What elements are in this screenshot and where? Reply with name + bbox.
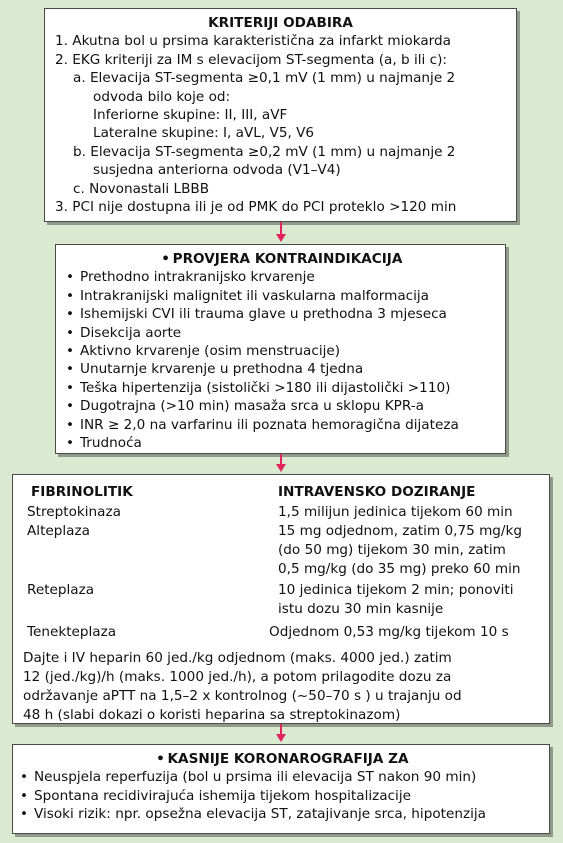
fibrinolytic-column-header: FIBRINOLITIK <box>31 484 133 500</box>
fibrinolytic-dosing-box <box>12 474 550 724</box>
heparin-note-line2: 12 (jed./kg)/h (maks. 1000 jed./h), a potom prilagodite dozu za <box>23 669 452 685</box>
heparin-note-line1: Dajte i IV heparin 60 jed./kg odjednom (maks. 4000 jed.) zatim <box>23 650 452 666</box>
criterion-2c: c. Novonastali LBBB <box>73 180 210 197</box>
contraindication-item: • Trudnoća <box>66 434 495 452</box>
contraindication-item: • Aktivno krvarenje (osim menstruacije) <box>66 342 495 360</box>
heparin-note-line3: održavanje aPTT na 1,5–2 x kontrolnog (~50–70 s ) u trajanju od <box>23 688 462 704</box>
criterion-2a-line3: Inferiorne skupine: II, III, aVF <box>93 107 288 124</box>
criterion-2: 2. EKG kriteriji za IM s elevacijom ST-segmenta (a, b ili c): <box>55 51 447 68</box>
contraindication-item: • Unutarnje krvarenje u prethodna 4 tjedna <box>66 360 495 378</box>
dosing-column-header: INTRAVENSKO DOZIRANJE <box>278 484 476 500</box>
criterion-2a-line2: odvoda bilo koje od: <box>93 88 231 105</box>
contraindication-item: • Intrakranijski malignitet ili vaskularna malformacija <box>66 287 495 305</box>
contraindication-item: • Prethodno intrakranijsko krvarenje <box>66 268 495 286</box>
dose-reteplase-line1: 10 jedinica tijekom 2 min; ponoviti <box>278 582 514 598</box>
criterion-2a-line1: a. Elevacija ST-segmenta ≥0,1 mV (1 mm) u najmanje 2 <box>73 70 456 87</box>
criterion-2a-line4: Lateralne skupine: I, aVL, V5, V6 <box>93 125 315 142</box>
selection-criteria-title: KRITERIJI ODABIRA <box>208 15 353 31</box>
drug-alteplase: Alteplaza <box>27 523 90 539</box>
dose-alteplase-line1: 15 mg odjednom, zatim 0,75 mg/kg <box>278 523 523 539</box>
angiography-indication: • Visoki rizik: npr. opsežna elevacija ST, zatajivanje srca, hipotenzija <box>20 805 542 823</box>
flow-arrow-3 <box>280 724 282 736</box>
angiography-indication: • Spontana recidivirajuća ishemija tijekom hospitalizacije <box>20 787 542 805</box>
contraindication-item: • Ishemijski CVI ili trauma glave u prethodna 3 mjeseca <box>66 305 495 323</box>
contraindication-item: • Disekcija aorte <box>66 324 495 342</box>
criterion-2b-line1: b. Elevacija ST-segmenta ≥0,2 mV (1 mm) u najmanje 2 <box>73 143 456 160</box>
drug-tenecteplase: Tenekteplaza <box>27 624 117 640</box>
drug-streptokinase: Streptokinaza <box>27 504 121 520</box>
dose-reteplase-line2: istu dozu 30 min kasnije <box>278 601 444 617</box>
criterion-2b-line2: susjedna anteriorna odvoda (V1–V4) <box>93 162 341 179</box>
dose-tenecteplase: Odjednom 0,53 mg/kg tijekom 10 s <box>269 624 509 640</box>
criterion-3: 3. PCI nije dostupna ili je od PMK do PCI proteklo >120 min <box>55 199 457 216</box>
dose-streptokinase: 1,5 milijun jedinica tijekom 60 min <box>278 504 513 520</box>
dose-alteplase-line2: (do 50 mg) tijekom 30 min, zatim <box>278 542 506 558</box>
later-angiography-box <box>12 744 550 834</box>
selection-criteria-box <box>44 8 517 222</box>
dose-alteplase-line3: 0,5 mg/kg (do 35 mg) preko 60 min <box>278 561 521 577</box>
flow-arrow-2 <box>280 454 282 466</box>
contraindications-box <box>55 244 506 454</box>
later-angiography-title: • KASNIJE KORONAROGRAFIJA ZA <box>20 750 542 768</box>
contraindication-item: • Dugotrajna (>10 min) masaža srca u sklopu KPR-a <box>66 397 495 415</box>
contraindication-item: • Teška hipertenzija (sistolički >180 ili dijastolički >110) <box>66 379 495 397</box>
criterion-1: 1. Akutna bol u prsima karakteristična za infarkt miokarda <box>55 33 451 50</box>
flow-arrow-1 <box>280 222 282 236</box>
heparin-note-line4: 48 h (slabi dokazi o koristi heparina sa streptokinazom) <box>23 707 401 723</box>
drug-reteplase: Reteplaza <box>27 582 95 598</box>
contraindication-item: • INR ≥ 2,0 na varfarinu ili poznata hemoragična dijateza <box>66 416 495 434</box>
angiography-indication: • Neuspjela reperfuzija (bol u prsima ili elevacija ST nakon 90 min) <box>20 768 542 786</box>
contraindications-title: • PROVJERA KONTRAINDIKACIJA <box>66 250 495 268</box>
